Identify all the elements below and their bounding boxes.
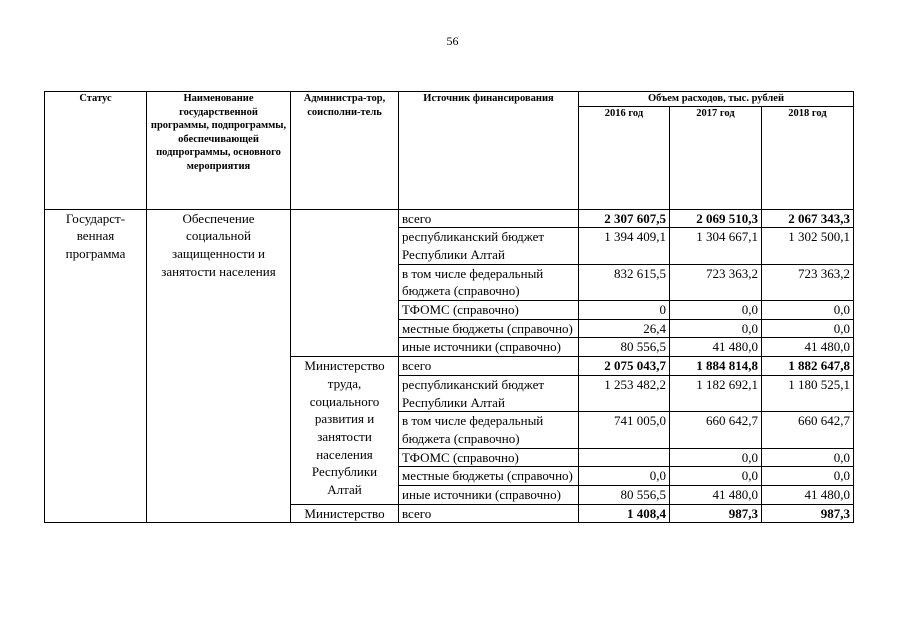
amount-2017: 0,0 (670, 319, 762, 338)
amount-2016: 1 408,4 (579, 504, 670, 523)
amount-2016: 80 556,5 (579, 338, 670, 357)
header-admin: Администра-тор, соисполни-тель (291, 92, 399, 210)
header-source: Источник финансирования (399, 92, 579, 210)
amount-2018: 1 882 647,8 (762, 357, 854, 376)
amount-2017: 1 182 692,1 (670, 375, 762, 411)
amount-2016 (579, 448, 670, 467)
amount-2018: 987,3 (762, 504, 854, 523)
amount-2017: 41 480,0 (670, 338, 762, 357)
amount-2016: 0 (579, 301, 670, 320)
amount-2018: 0,0 (762, 467, 854, 486)
funding-source: ТФОМС (справочно) (399, 448, 579, 467)
table-header (45, 92, 854, 210)
page-number: 56 (446, 34, 459, 48)
header-year-2017: 2017 год (670, 106, 762, 209)
amount-2017: 0,0 (670, 448, 762, 467)
amount-2018: 0,0 (762, 319, 854, 338)
amount-2016: 1 394 409,1 (579, 228, 670, 264)
amount-2016: 741 005,0 (579, 412, 670, 448)
funding-source: местные бюджеты (справочно) (399, 319, 579, 338)
amount-2018: 41 480,0 (762, 486, 854, 505)
program-status: Государст-венная программа (45, 209, 147, 523)
admin-cell: Министерство труда, социального развития и занятости населения Республики Алтай (291, 357, 399, 505)
admin-cell (291, 209, 399, 357)
funding-source: республиканский бюджет Республики Алтай (399, 228, 579, 264)
amount-2018: 1 180 525,1 (762, 375, 854, 411)
amount-2017: 41 480,0 (670, 486, 762, 505)
funding-source: местные бюджеты (справочно) (399, 467, 579, 486)
table-body (45, 209, 854, 523)
amount-2016: 1 253 482,2 (579, 375, 670, 411)
amount-2017: 0,0 (670, 467, 762, 486)
funding-source: в том числе федеральный бюджета (справочно) (399, 264, 579, 300)
amount-2016: 2 307 607,5 (579, 209, 670, 228)
amount-2017: 1 884 814,8 (670, 357, 762, 376)
amount-2017: 1 304 667,1 (670, 228, 762, 264)
header-year-2016: 2016 год (579, 106, 670, 209)
amount-2017: 0,0 (670, 301, 762, 320)
funding-source: иные источники (справочно) (399, 486, 579, 505)
header-year-2018: 2018 год (762, 106, 854, 209)
funding-source: в том числе федеральный бюджета (справочно) (399, 412, 579, 448)
budget-table (44, 91, 854, 523)
funding-source: всего (399, 357, 579, 376)
amount-2018: 0,0 (762, 448, 854, 467)
header-volume: Объем расходов, тыс. рублей (579, 92, 854, 107)
admin-cell: Министерство (291, 504, 399, 523)
amount-2017: 2 069 510,3 (670, 209, 762, 228)
amount-2018: 660 642,7 (762, 412, 854, 448)
amount-2016: 80 556,5 (579, 486, 670, 505)
amount-2016: 2 075 043,7 (579, 357, 670, 376)
funding-source: ТФОМС (справочно) (399, 301, 579, 320)
amount-2018: 2 067 343,3 (762, 209, 854, 228)
amount-2017: 987,3 (670, 504, 762, 523)
amount-2017: 723 363,2 (670, 264, 762, 300)
funding-source: иные источники (справочно) (399, 338, 579, 357)
amount-2017: 660 642,7 (670, 412, 762, 448)
funding-source: всего (399, 504, 579, 523)
funding-source: всего (399, 209, 579, 228)
amount-2018: 723 363,2 (762, 264, 854, 300)
program-name: Обеспечение социальной защищенности и занятости населения (147, 209, 291, 523)
funding-source: республиканский бюджет Республики Алтай (399, 375, 579, 411)
table-row (45, 209, 854, 228)
amount-2016: 832 615,5 (579, 264, 670, 300)
amount-2016: 26,4 (579, 319, 670, 338)
amount-2018: 41 480,0 (762, 338, 854, 357)
amount-2018: 1 302 500,1 (762, 228, 854, 264)
header-status: Статус (45, 92, 147, 210)
header-name: Наименование государственной программы, подпрограммы, обеспечивающей подпрограммы, основного мероприятия (147, 92, 291, 210)
amount-2016: 0,0 (579, 467, 670, 486)
amount-2018: 0,0 (762, 301, 854, 320)
